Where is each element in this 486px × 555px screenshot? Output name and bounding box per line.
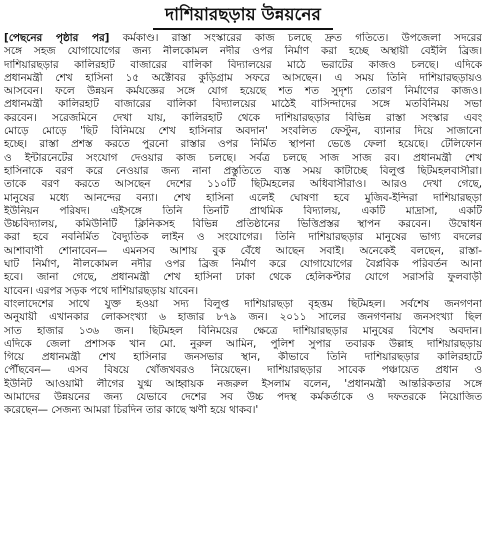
article-line: সাত হাজার ১৩৬ জন। ছিটমহল বিনিময়ের ক্ষেত্রে দাশিয়ারছড়ার মানুষের বিশেষ অবদান। — [4, 324, 482, 337]
article-line: মোড়ে মোড়ে 'ছিট বিনিময়ে শেখ হাসিনার অবদান' সংবলিত ফেস্টুন, ব্যানার দিয়ে সাজানো — [4, 125, 482, 138]
first-line-text: কর্মকাণ্ড। রাস্তা সংস্কারের কাজ চলছে দ্রুত গতিতে। উপজেলা সদরের — [109, 32, 482, 44]
article-line: সঙ্গে সহজ যোগাযোগের জন্য নীলকোমল নদীর ওপর নির্মাণ করা হচ্ছে অস্থায়ী বেইলি ব্রিজ। — [4, 45, 482, 58]
article-line: যাবেন। এরপর সড়ক পথে দাশিয়ারছড়ায় যাবেন। — [4, 284, 199, 297]
article-line: তাকে বরণ করতে আসছেন দেশের ১১০টি ছিটমহলের অধিবাসীরাও। আরও দেখা গেছে, — [4, 178, 482, 191]
article-line: দাশিয়ারছড়ার কালিরহাট বাজারের বালিকা বিদ্যালয়ের মাঠে ভরাটের কাজও চলছে। এদিকে — [4, 58, 482, 71]
article-line: আসবেন। ফলে উন্নয়ন কর্মযজ্ঞের সঙ্গে যোগ হয়েছে শত শত সুদৃশ্য তোরণ নির্মাণের কাজও। — [4, 85, 482, 98]
article-body — [4, 32, 482, 553]
article-line: আমাদের উন্নয়নের জন্য যেভাবে দেশের সব উচ্চ পদস্থ কর্মকর্তাকে ও দফতরকে নিয়োজিত — [4, 391, 482, 404]
headline-container — [0, 0, 486, 30]
article-line: করা হবে নবনির্মিত বৈদ্যুতিক লাইন ও সংযোগের। তিনি দাশিয়ারছড়ার মানুষের ভাগ্য বদলের — [4, 231, 482, 244]
article-line: হবে। জানা গেছে, প্রধানমন্ত্রী শেখ হাসিনা ঢাকা থেকে হেলিকপ্টার যোগে সরাসরি ফুলবাড়ী — [4, 271, 482, 284]
article-line: ইউনিট আওয়ামী লীগের যুগ্ম আহ্বায়ক নজরুল ইসলাম বলেন, 'প্রধানমন্ত্রী আন্তরিকতার সঙ্গে — [4, 377, 482, 390]
article-line: ঘাট নির্মাণ, নীলকোমল নদীর ওপর ব্রিজ নির্মাণ করে যোগাযোগের বৈপ্লবিক পরিবর্তন আনা — [4, 258, 482, 271]
article-line: হাসিনাকে বরণ করে নেওয়ার জন্য নানা প্রস্তুতিতে ব্যস্ত সময় কাটাচ্ছে বিলুপ্ত ছিটমহলবাসীরা। — [4, 164, 482, 177]
article-line: পৌঁছবেন— এসব বিষয়ে খোঁজখবরও নিয়েছেন। দাশিয়ারছড়ার সাবেক পঞ্চায়েত প্রধান ও — [4, 364, 482, 377]
article-line: এদিকে জেলা প্রশাসক খান মো. নুরুল আমিন, পুলিশ সুপার তবারক উল্লাহ দাশিয়ারছড়ায় — [4, 337, 482, 350]
article-line: আশাবাণী শোনাবেন— এমনসব আশায় বুক বেঁধে আছেন সবাই। অনেকেই বলছেন, রাস্তা- — [4, 244, 482, 257]
article-line: মানুষের মধ্যে আনন্দের বন্যা। শেখ হাসিনা এলেই ঘোষণা হবে মুজিব-ইন্দিরা দাশিয়ারছড়া — [4, 191, 482, 204]
article-line: ইউনিয়ন পরিষদ। এইসঙ্গে তিনি তিনটি প্রাথমিক বিদ্যালয়, একটি মাদ্রাসা, একটি — [4, 204, 482, 217]
article-line: করেছেন— সেজন্য আমরা চিরদিন তার কাছে ঋণী হয়ে থাকব।' — [4, 404, 259, 417]
article-line: প্রধানমন্ত্রী শেখ হাসিনা ১৫ অক্টোবর কুড়িগ্রাম সফরে আসছেন। এ সময় তিনি দাশিয়ারছড়ায়ও — [4, 71, 482, 84]
article-line: ও ইন্টারনেটের সংযোগ দেওয়ার কাজ চলছে। সর্বত্র চলছে সাজ সাজ রব। প্রধানমন্ত্রী শেখ — [4, 151, 482, 164]
article-line: গিয়ে প্রধানমন্ত্রী শেখ হাসিনার জনসভার স্থান, কীভাবে তিনি দাশিয়ারছড়ার কালিরহাটে — [4, 351, 482, 364]
article-line: বাংলাদেশের সাথে যুক্ত হওয়া সদ্য বিলুপ্ত দাশিয়ারছড়া বৃহত্তম ছিটমহল। সর্বশেষ জনগণনা — [4, 297, 482, 310]
article-line: প্রধানমন্ত্রী কালিরহাট বাজারের বালিকা বিদ্যালয়ের মাঠেই বাসিন্দাদের সঙ্গে মতবিনিময় সভা — [4, 98, 482, 111]
continuation-kicker: [পেছনের পৃষ্ঠার পর] — [4, 32, 110, 44]
article-line: হচ্ছে। রাস্তা প্রশস্ত করতে পুরনো রাস্তার ওপর নির্মিত স্থাপনা ভেঙে ফেলা হয়েছে। টেলিফোন — [4, 138, 482, 151]
article-line: অনুযায়ী এখানকার লোকসংখ্যা ৬ হাজার ৮৭৯ জন। ২০১১ সালের জনগণনায় জনসংখ্যা ছিল — [4, 311, 482, 324]
article-line: উচ্চবিদ্যালয়, কমিউনিটি ক্লিনিকসহ বিভিন্ন প্রতিষ্ঠানের ভিত্তিপ্রস্তর স্থাপন করবেন। উদ্বোধন — [4, 218, 482, 231]
article-line-first — [4, 32, 482, 45]
headline: দাশিয়ারছড়ায় উন্নয়নের — [153, 3, 333, 30]
article-line: করবেন। সরেজমিনে দেখা যায়, কালিরহাট থেকে দাশিয়ারছড়ার বিভিন্ন রাস্তা সংস্কার এবং — [4, 111, 482, 124]
